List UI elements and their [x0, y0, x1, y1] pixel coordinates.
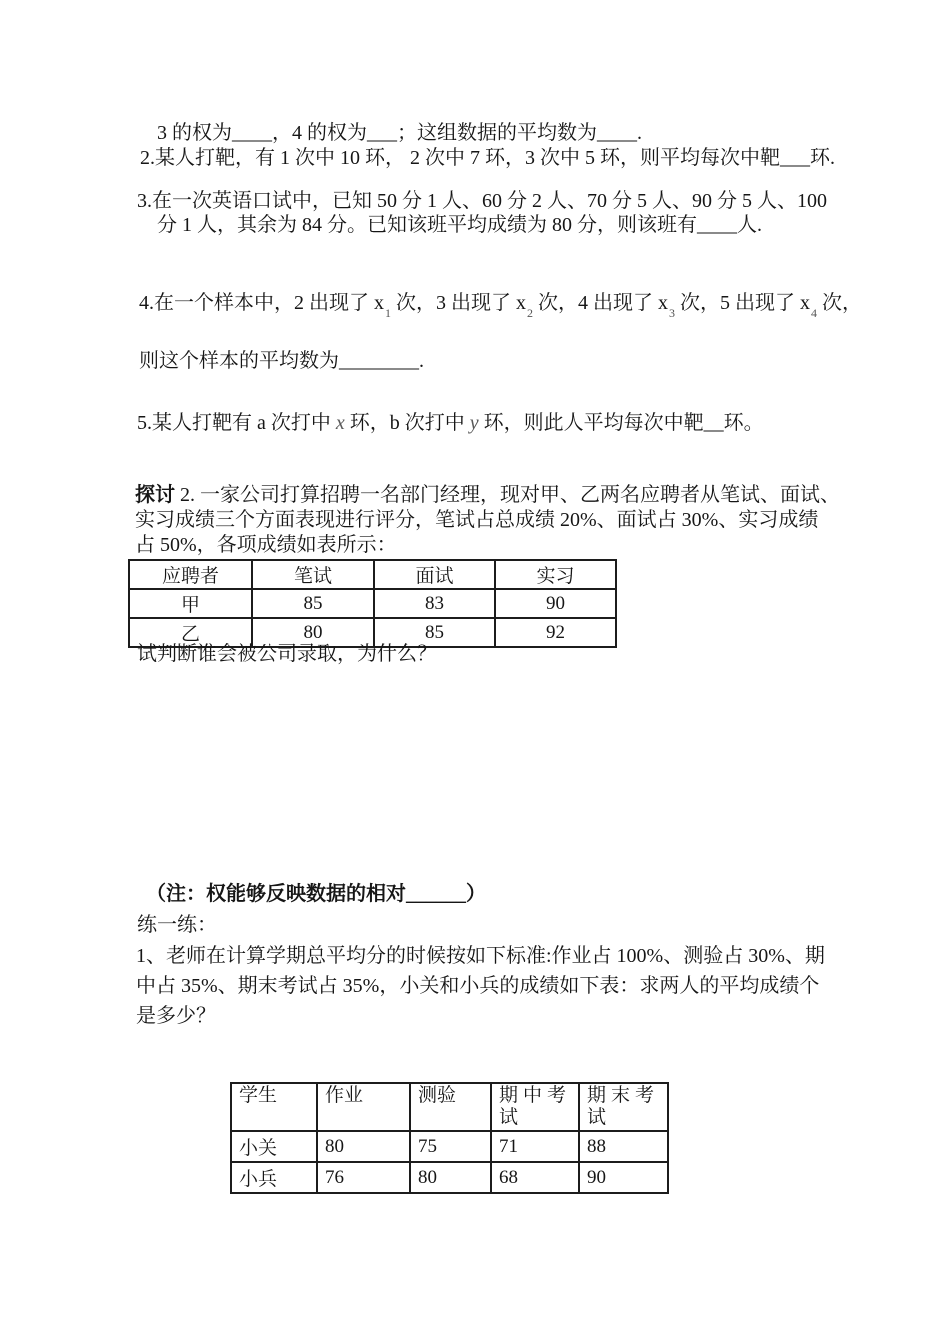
question5-seg2: 环，则此人平均每次中靶__环。 [478, 412, 764, 434]
question3 [137, 189, 827, 237]
cell-value: 80 [410, 1162, 491, 1193]
question5 [137, 406, 764, 435]
discussion2-line1 [135, 483, 840, 508]
question4-seg1: 次，3 出现了 x [391, 292, 526, 314]
discussion2-question: 试判断谁会被公司录取，为什么？ [137, 643, 437, 665]
cell-value: 76 [317, 1162, 410, 1193]
cell-value: 75 [410, 1131, 491, 1162]
question3-line2: 分 1 人，其余为 84 分。已知该班平均成绩为 80 分，则该班有____人. [157, 214, 762, 236]
cell-value: 90 [579, 1162, 668, 1193]
table-header-row [231, 1083, 668, 1131]
col-header-written-test: 笔试 [252, 560, 374, 589]
cell-value: 85 [374, 618, 495, 647]
note-line: （注：权能够反映数据的相对______） [146, 883, 486, 905]
cell-student-xiaoguan: 小关 [231, 1131, 317, 1162]
col-header-applicant: 应聘者 [129, 560, 252, 589]
col-header-quiz: 测验 [410, 1083, 491, 1131]
cell-applicant-jia: 甲 [129, 589, 252, 618]
question4-subscript-1: 1 [385, 306, 391, 320]
discussion2-line2: 实习成绩三个方面表现进行评分，笔试占总成绩 20%、面试占 30%、实习成绩 [135, 509, 819, 531]
cell-value: 68 [491, 1162, 579, 1193]
discussion2-line3: 占 50%，各项成绩如表所示： [135, 534, 397, 556]
student-scores-table [230, 1082, 669, 1194]
question4-seg2: 次，4 出现了 x [533, 292, 668, 314]
cell-value: 71 [491, 1131, 579, 1162]
cell-value: 83 [374, 589, 495, 618]
question1-tail-line: 3 的权为____，4 的权为___；这组数据的平均数为____. [157, 122, 642, 144]
question4-line1 [139, 286, 862, 320]
question4 [139, 286, 862, 373]
table-row [129, 589, 616, 618]
question5-var-y: y [469, 412, 479, 434]
question2-text: 2.某人打靶，有 1 次中 10 环， 2 次中 7 环，3 次中 5 环，则平均每次中靶___环. [140, 147, 835, 169]
col-header-midterm-exam: 期中考试 [491, 1083, 579, 1131]
question5-var-x: x [335, 412, 345, 434]
practice-label: 练一练： [137, 914, 217, 936]
practice-q1-line3: 是多少？ [136, 1005, 216, 1027]
question5-seg1: 环，b 次打中 [344, 412, 470, 434]
col-header-interview: 面试 [374, 560, 495, 589]
practice-q1-line1: 1、老师在计算学期总平均分的时候按如下标准:作业占 100%、测验占 30%、期 [136, 945, 825, 967]
table-header-row [129, 560, 616, 589]
col-header-final-exam: 期末考试 [579, 1083, 668, 1131]
cell-value: 85 [252, 589, 374, 618]
cell-student-xiaobing: 小兵 [231, 1162, 317, 1193]
cell-applicant-yi: 乙 [129, 618, 252, 647]
table-row [231, 1162, 668, 1193]
question4-seg4: 次， [817, 292, 862, 314]
question4-line2: 则这个样本的平均数为________. [139, 350, 424, 372]
col-header-homework: 作业 [317, 1083, 410, 1131]
question4-subscript-4: 4 [811, 306, 817, 320]
col-header-internship: 实习 [495, 560, 616, 589]
question4-seg0: 4.在一个样本中，2 出现了 x [139, 292, 384, 314]
cell-value: 92 [495, 618, 616, 647]
discussion2 [135, 483, 840, 558]
applicant-scores-table [128, 559, 617, 648]
question3-line1: 3.在一次英语口试中，已知 50 分 1 人、60 分 2 人、70 分 5 人、90 分 5 人、100 [137, 190, 827, 212]
question5-seg0: 5.某人打靶有 a 次打中 [137, 412, 336, 434]
cell-value: 88 [579, 1131, 668, 1162]
discussion2-line1-rest: 2. 一家公司打算招聘一名部门经理，现对甲、乙两名应聘者从笔试、面试、 [175, 484, 840, 506]
practice-question1 [136, 941, 825, 1031]
col-header-student: 学生 [231, 1083, 317, 1131]
cell-value: 80 [317, 1131, 410, 1162]
table-row [231, 1131, 668, 1162]
question4-subscript-2: 2 [527, 306, 533, 320]
question4-seg3: 次，5 出现了 x [675, 292, 810, 314]
cell-value: 90 [495, 589, 616, 618]
question4-subscript-3: 3 [669, 306, 675, 320]
discussion2-label: 探讨 [135, 484, 175, 506]
practice-q1-line2: 中占 35%、期末考试占 35%，小关和小兵的成绩如下表：求两人的平均成绩个 [136, 975, 820, 997]
cell-value: 80 [252, 618, 374, 647]
